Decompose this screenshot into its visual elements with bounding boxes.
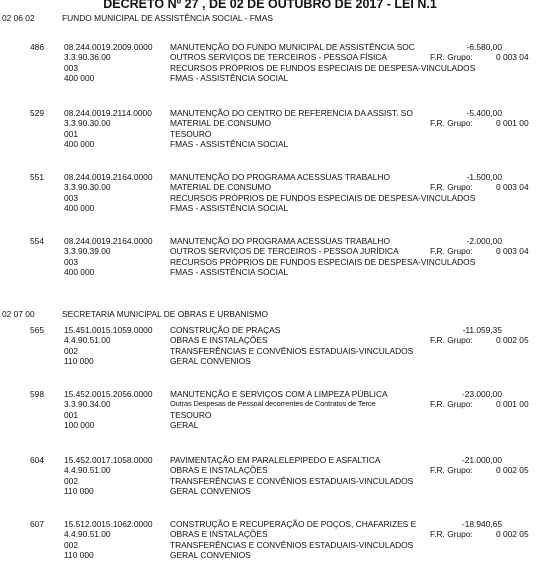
fr-grupo-label: F.R. Grupo: [430, 529, 473, 540]
entry-number: 598 [30, 389, 44, 399]
entry-codes [64, 108, 152, 150]
budget-entry [0, 389, 540, 431]
source-description: RECURSOS PRÓPRIOS DE FUNDOS ESPECIAIS DE DESPESA-VINCULADOS [170, 62, 476, 73]
unit-description: GERAL CONVENIOS [170, 550, 251, 561]
entry-amount: -11.059,35 [462, 325, 502, 335]
entry-descriptions [170, 108, 430, 150]
unit-description: GERAL CONVENIOS [170, 356, 251, 367]
fr-grupo-code: 0 003 04 [496, 246, 529, 257]
program-code: 15.512.0015.1062.0000 [64, 519, 153, 529]
entry-descriptions [170, 389, 430, 431]
action-description: MANUTENÇÃO DO PROGRAMA ACESSUAS TRABALHO [170, 172, 390, 182]
element-code: 4.4.90.51.00 [64, 335, 111, 346]
fr-grupo-label: F.R. Grupo: [430, 335, 473, 346]
element-code: 3.3.90.39.00 [64, 246, 111, 257]
fr-grupo-code: 0 001 00 [496, 399, 529, 410]
element-description: OBRAS E INSTALAÇÕES [170, 335, 268, 346]
program-code: 08.244.0019.2009.0000 [64, 42, 153, 52]
source-code: 001 [64, 409, 78, 420]
source-code: 003 [64, 192, 78, 203]
element-code: 3.3.90.30.00 [64, 182, 111, 193]
entry-codes [64, 42, 153, 84]
entry-number: 565 [30, 325, 44, 335]
unit-code: 400 000 [64, 139, 95, 150]
fr-grupo-label: F.R. Grupo: [430, 182, 473, 193]
program-code: 15.452.0017.1058.0000 [64, 455, 153, 465]
action-description: MANUTENÇÃO E SERVIÇOS COM A LIMPEZA PÚBLICA [170, 389, 388, 399]
entry-descriptions [170, 325, 430, 367]
fr-grupo-code: 0 003 04 [496, 182, 529, 193]
entry-codes [64, 325, 153, 367]
element-code: 3.3.90.36.00 [64, 52, 111, 63]
entry-number: 529 [30, 108, 44, 118]
entry-number: 486 [30, 42, 44, 52]
unit-code: 110 000 [64, 486, 94, 497]
source-description: TESOURO [170, 128, 212, 139]
element-code: 4.4.90.51.00 [64, 465, 111, 476]
entry-number: 551 [30, 172, 44, 182]
unit-description: FMAS - ASSISTÊNCIA SOCIAL [170, 203, 289, 214]
unit-code: 400 000 [64, 73, 95, 84]
program-code: 08.244.0019.2164.0000 [64, 172, 153, 182]
source-code: 003 [64, 256, 78, 267]
element-description: Outras Despesas de Pessoal decorrentes de Contratos de Terce [170, 399, 376, 409]
source-description: TESOURO [170, 409, 212, 420]
element-description: OUTROS SERVIÇOS DE TERCEIROS - PESSOA FÍSICA [170, 52, 388, 63]
section-name: SECRETARIA MUNICIPAL DE OBRAS E URBANISMO [62, 309, 268, 319]
budget-entry [0, 325, 540, 367]
fr-grupo-label: F.R. Grupo: [430, 399, 473, 410]
action-description: CONSTRUÇÃO E RECUPERAÇÃO DE POÇOS, CHAFARIZES E [170, 519, 417, 529]
unit-code: 400 000 [64, 267, 95, 278]
fr-grupo-code: 0 002 05 [496, 529, 529, 540]
entry-codes [64, 389, 153, 431]
budget-entry [0, 108, 540, 150]
fr-grupo-label: F.R. Grupo: [430, 246, 473, 257]
unit-code: 110 000 [64, 356, 94, 367]
element-code: 4.4.90.51.00 [64, 529, 111, 540]
unit-description: GERAL CONVENIOS [170, 486, 251, 497]
element-description: OUTROS SERVIÇOS DE TERCEIROS - PESSOA JURÍDICA [170, 246, 399, 257]
entry-amount: -5.400,00 [466, 108, 502, 118]
unit-description: GERAL [170, 420, 199, 431]
entry-descriptions [170, 455, 430, 497]
entry-amount: -1.500,00 [466, 172, 502, 182]
action-description: MANUTENÇÃO DO FUNDO MUNICIPAL DE ASSISTÊNCIA SOC [170, 42, 415, 52]
entry-amount: -18.940,65 [461, 519, 502, 529]
fr-grupo-label: F.R. Grupo: [430, 52, 473, 63]
source-description: TRANSFERÊNCIAS E CONVÊNIOS ESTADUAIS-VINCULADOS [170, 475, 414, 486]
budget-entry [0, 455, 540, 497]
entry-number: 604 [30, 455, 44, 465]
entry-codes [64, 236, 153, 278]
program-code: 15.451.0015.1059.0000 [64, 325, 153, 335]
unit-code: 400 000 [64, 203, 95, 214]
action-description: MANUTENÇÃO DO CENTRO DE REFERENCIA DA ASSIST. SO [170, 108, 413, 118]
element-description: MATERIAL DE CONSUMO [170, 182, 271, 193]
unit-description: FMAS - ASSISTÊNCIA SOCIAL [170, 73, 289, 84]
entry-number: 607 [30, 519, 44, 529]
entry-amount: -23.000,00 [461, 389, 502, 399]
element-code: 3.3.90.30.00 [64, 118, 111, 129]
element-description: MATERIAL DE CONSUMO [170, 118, 271, 129]
source-code: 003 [64, 62, 78, 73]
entry-number: 554 [30, 236, 44, 246]
budget-entry [0, 519, 540, 561]
section-code: 02 06 02 [2, 13, 35, 23]
fr-grupo-code: 0 001 00 [496, 118, 529, 129]
source-description: TRANSFERÊNCIAS E CONVÊNIOS ESTADUAIS-VINCULADOS [170, 345, 414, 356]
source-code: 002 [64, 345, 78, 356]
action-description: PAVIMENTAÇÃO EM PARALELEPIPEDO E ASFALTICA [170, 455, 381, 465]
budget-entry [0, 236, 540, 278]
entry-codes [64, 172, 153, 214]
unit-description: FMAS - ASSISTÊNCIA SOCIAL [170, 139, 289, 150]
entry-amount: -6.580,00 [466, 42, 502, 52]
source-description: RECURSOS PRÓPRIOS DE FUNDOS ESPECIAIS DE DESPESA-VINCULADOS [170, 256, 476, 267]
fr-grupo-code: 0 003 04 [496, 52, 529, 63]
budget-entry [0, 172, 540, 214]
unit-description: FMAS - ASSISTÊNCIA SOCIAL [170, 267, 289, 278]
source-code: 001 [64, 128, 78, 139]
entry-amount: -21.000,00 [461, 455, 502, 465]
unit-code: 110 000 [64, 550, 94, 561]
budget-entry [0, 42, 540, 84]
source-description: RECURSOS PRÓPRIOS DE FUNDOS ESPECIAIS DE DESPESA-VINCULADOS [170, 192, 476, 203]
fr-grupo-label: F.R. Grupo: [430, 465, 473, 476]
entry-codes [64, 455, 153, 497]
fr-grupo-code: 0 002 05 [496, 335, 529, 346]
section-name: FUNDO MUNICIPAL DE ASSISTÊNCIA SOCIAL - FMAS [62, 13, 273, 23]
entry-descriptions [170, 519, 430, 561]
program-code: 15.452.0015.2056.0000 [64, 389, 153, 399]
entry-amount: -2.000,00 [466, 236, 502, 246]
source-code: 002 [64, 539, 78, 550]
fr-grupo-label: F.R. Grupo: [430, 118, 473, 129]
source-code: 002 [64, 475, 78, 486]
section-code: 02 07 00 [2, 309, 35, 319]
entry-codes [64, 519, 153, 561]
fr-grupo-code: 0 002 05 [496, 465, 529, 476]
action-description: CONSTRUÇÃO DE PRAÇAS [170, 325, 281, 335]
element-description: OBRAS E INSTALAÇÕES [170, 465, 268, 476]
action-description: MANUTENÇÃO DO PROGRAMA ACESSUAS TRABALHO [170, 236, 390, 246]
element-code: 3.3.90.34.00 [64, 399, 111, 410]
program-code: 08.244.0019.2164.0000 [64, 236, 153, 246]
document-title: DECRETO Nº 27 , DE 02 DE OUTUBRO DE 2017 - LEI N.1 [103, 0, 437, 11]
unit-code: 100 000 [64, 420, 95, 431]
program-code: 08.244.0019.2114.0000 [64, 108, 152, 118]
source-description: TRANSFERÊNCIAS E CONVÊNIOS ESTADUAIS-VINCULADOS [170, 539, 414, 550]
element-description: OBRAS E INSTALAÇÕES [170, 529, 268, 540]
